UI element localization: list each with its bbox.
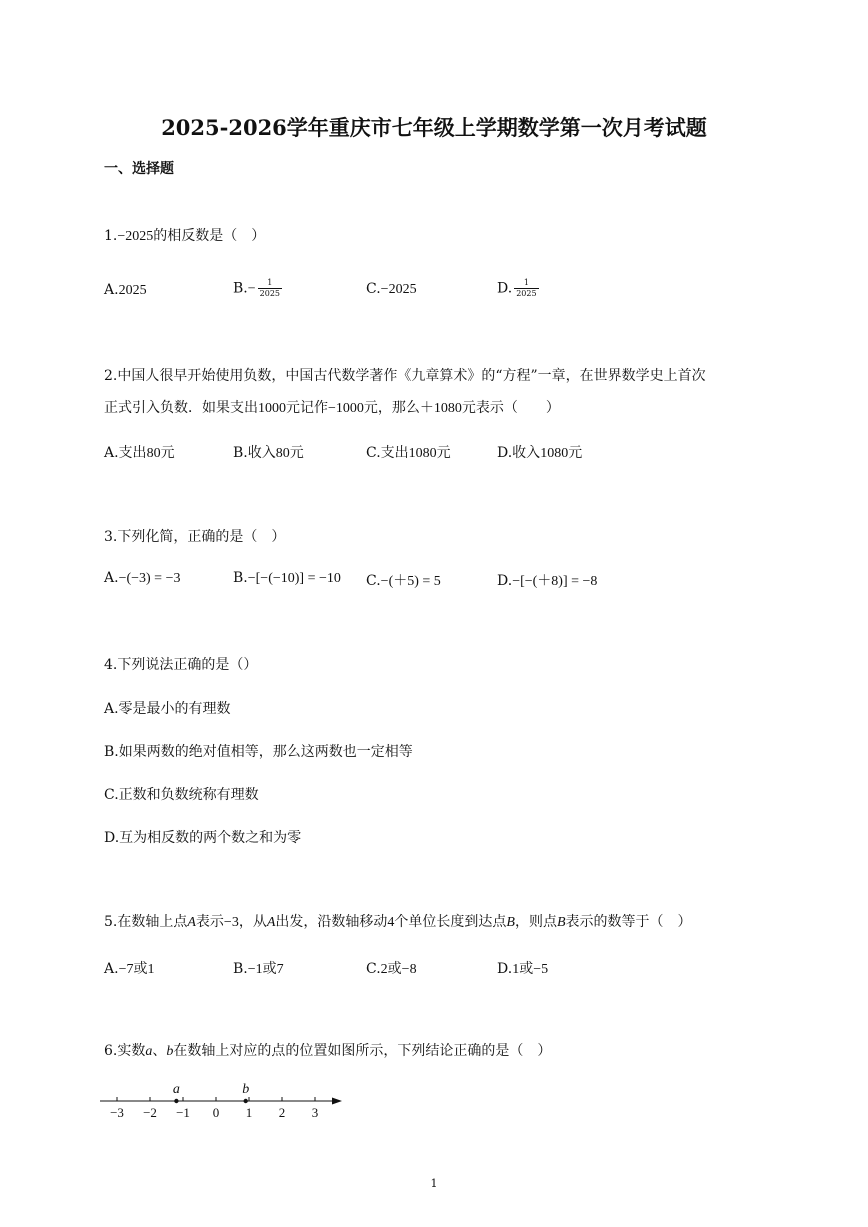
number-line-figure — [96, 1075, 356, 1125]
option-label: B.收入 — [233, 445, 276, 461]
fraction-denominator: 2025 — [516, 289, 537, 298]
math-expression: 80 — [146, 446, 161, 461]
point-b-label: B — [556, 915, 566, 930]
question-text: ，从 — [238, 914, 267, 930]
question-1-option-a — [104, 282, 147, 299]
question-text: 元表示（ ） — [461, 400, 560, 416]
question-text: 出发，沿数轴移动 — [275, 914, 388, 930]
question-2-option-a — [104, 442, 175, 462]
question-5-option-d — [497, 958, 548, 978]
option-label: B. — [233, 280, 248, 297]
fraction-numerator: 1 — [267, 278, 273, 287]
math-expression: 7 — [276, 962, 284, 977]
question-text: 6.实数 — [104, 1043, 146, 1059]
number-line-tick-label: 0 — [212, 1105, 220, 1120]
section-heading: 一、选择题 — [104, 161, 174, 177]
option-unit: 元 — [436, 445, 451, 461]
point-b-label: B — [506, 915, 515, 930]
option-label: C. — [366, 573, 381, 589]
page-number: 1 — [430, 1177, 438, 1190]
math-expression: 80 — [275, 446, 290, 461]
option-label: B. — [233, 570, 248, 586]
math-expression: −(−3) = −3 — [118, 571, 181, 586]
question-5-option-a — [104, 958, 154, 978]
number-line-points — [173, 1082, 249, 1103]
question-2-stem-line-1: 2.中国人很早开始使用负数，中国古代数学著作《九章算术》的“方程”一章，在世界数学史上首次 — [104, 368, 706, 384]
math-expression: 1000 — [258, 401, 286, 416]
math-expression: −1000 — [328, 401, 364, 416]
question-text: 正式引入负数．如果支出 — [104, 400, 258, 416]
question-text: ，则点 — [514, 914, 557, 930]
question-4-option-b: B.如果两数的绝对值相等，那么这两数也一定相等 — [104, 744, 413, 760]
question-number: 1. — [104, 228, 118, 244]
question-2-stem-line-2 — [104, 398, 560, 419]
option-text: 或 — [133, 961, 148, 977]
question-text: 的相反数是（ ） — [153, 228, 266, 244]
number-line-tick-label: −2 — [143, 1105, 157, 1120]
point-a-label: A — [187, 915, 196, 930]
point-b-label: b — [242, 1082, 250, 1097]
page-title: 2025-2026学年重庆市七年级上学期数学第一次月考试题 — [161, 115, 707, 140]
option-label: B. — [233, 961, 248, 977]
point-b-dot — [244, 1099, 248, 1103]
option-unit: 元 — [160, 445, 175, 461]
math-expression: −2025 — [380, 282, 417, 297]
number-line-tick-label: 3 — [311, 1105, 319, 1120]
question-3-option-b — [233, 570, 341, 587]
math-expression: −[−(＋8)] = −8 — [512, 574, 598, 589]
question-5-stem — [104, 912, 692, 933]
point-a-label: a — [172, 1082, 180, 1097]
math-expression: 1080 — [408, 446, 437, 461]
option-label: A. — [104, 961, 119, 977]
question-4-option-c: C.正数和负数统称有理数 — [104, 787, 259, 803]
option-label: A. — [104, 282, 119, 298]
math-sign: − — [247, 281, 256, 297]
question-4-option-a: A.零是最小的有理数 — [104, 701, 231, 717]
number-line-tick-label: 1 — [245, 1105, 253, 1120]
question-text: 表示的数等于（ ） — [565, 914, 692, 930]
question-text: 5.在数轴上点 — [104, 914, 188, 930]
option-label: D.收入 — [497, 445, 541, 461]
number-line-tick-label: −1 — [176, 1105, 190, 1120]
number-line-tick-label: 2 — [278, 1105, 286, 1120]
option-label: C. — [366, 281, 381, 297]
question-6-stem — [104, 1041, 551, 1062]
fraction-denominator: 2025 — [259, 289, 281, 298]
option-label: C. — [366, 961, 381, 977]
option-label: A. — [104, 570, 119, 586]
math-expression: 1080 — [540, 446, 569, 461]
option-label: D. — [497, 573, 513, 589]
question-1-stem — [104, 226, 265, 247]
question-1-option-b — [233, 278, 282, 299]
question-text: 表示 — [195, 914, 224, 930]
question-3-option-a — [104, 570, 180, 587]
math-expression: −3 — [223, 915, 239, 930]
math-expression: −[−(−10)] = −10 — [247, 571, 341, 586]
question-text: 元记作 — [286, 400, 328, 416]
question-text: 元，那么 — [363, 400, 420, 416]
option-unit: 元 — [289, 445, 304, 461]
variable-b: b — [166, 1044, 174, 1059]
math-expression: 1 — [512, 962, 520, 977]
question-text: 、 — [152, 1043, 167, 1059]
math-expression: 2025 — [118, 283, 147, 298]
question-3-option-d — [497, 570, 597, 590]
option-text: 或 — [387, 961, 402, 977]
variable-a: a — [145, 1044, 153, 1059]
math-expression: −(＋5) = 5 — [380, 574, 441, 589]
arrow-right-icon — [332, 1098, 342, 1105]
fraction — [258, 278, 282, 299]
math-expression: −8 — [401, 962, 417, 977]
question-2-option-d — [497, 442, 582, 462]
math-expression: 2 — [380, 962, 388, 977]
fraction-numerator: 1 — [523, 278, 529, 287]
option-label: D. — [497, 961, 513, 977]
math-expression: ＋1080 — [419, 401, 462, 416]
option-text: 或 — [262, 961, 277, 977]
question-text: 在数轴上对应的点的位置如图所示，下列结论正确的是（ ） — [173, 1043, 552, 1059]
math-expression: −5 — [533, 962, 549, 977]
math-expression: −1 — [247, 962, 263, 977]
question-3-stem: 3.下列化简，正确的是（ ） — [104, 529, 286, 545]
option-label: C.支出 — [366, 445, 409, 461]
question-5-option-c — [366, 958, 417, 978]
math-expression: 4 — [387, 915, 395, 930]
option-label: D. — [497, 280, 513, 297]
point-a-label: A — [266, 915, 276, 930]
number-line-tick-label: −3 — [110, 1105, 124, 1120]
question-2-option-c — [366, 442, 451, 462]
question-1-option-c — [366, 281, 417, 298]
question-4-stem: 4.下列说法正确的是（） — [104, 657, 258, 673]
math-expression: −2025 — [117, 229, 154, 244]
question-text: 个单位长度到达点 — [394, 914, 507, 930]
question-5-option-b — [233, 958, 284, 978]
math-expression: −7 — [118, 962, 134, 977]
question-3-option-c — [366, 570, 441, 590]
question-1-option-d — [497, 278, 539, 299]
option-unit: 元 — [568, 445, 583, 461]
fraction — [514, 278, 538, 299]
question-2-option-b — [233, 442, 304, 462]
question-4-option-d: D.互为相反数的两个数之和为零 — [104, 830, 302, 846]
number-line-ticks — [110, 1097, 318, 1120]
point-a-dot — [174, 1099, 178, 1103]
math-expression: 1 — [147, 962, 155, 977]
option-text: 或 — [519, 961, 534, 977]
option-label: A.支出 — [104, 445, 147, 461]
